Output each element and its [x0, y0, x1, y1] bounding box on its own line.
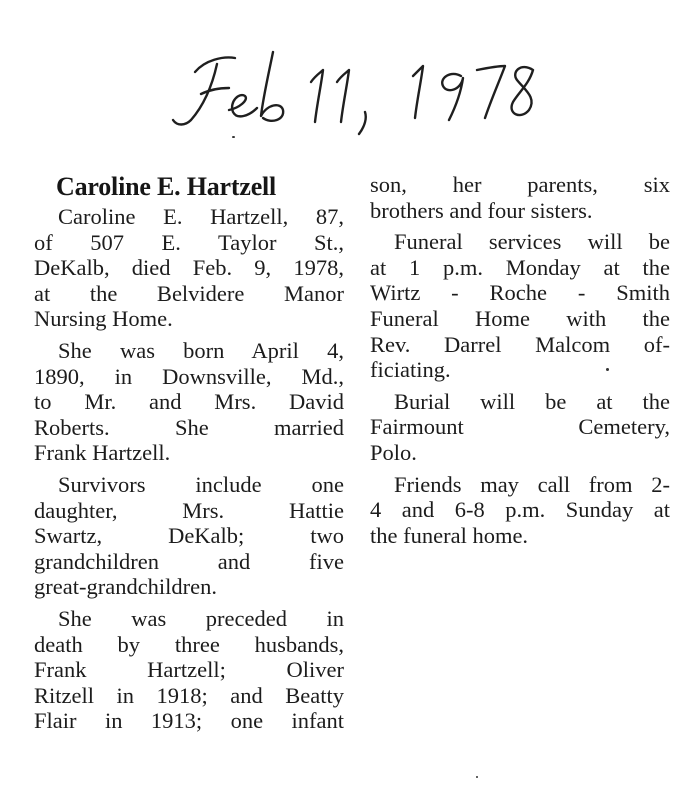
obituary-headline: Caroline E. Hartzell [56, 172, 277, 201]
text-line: She was born April 4, [58, 337, 344, 363]
handwritten-date-ink [165, 42, 545, 142]
text-line: grandchildren and five [34, 548, 344, 574]
right-column [370, 172, 670, 554]
text-line: Frank Hartzell. [34, 440, 171, 466]
text-line: Caroline E. Hartzell, 87, [58, 204, 344, 229]
print-speck [232, 136, 235, 138]
text-line: ficiating. [370, 357, 451, 383]
text-line: of 507 E. Taylor St., [34, 229, 344, 255]
text-line: Rev. Darrel Malcom of- [370, 331, 670, 357]
text-line: at the Belvidere Manor [34, 280, 344, 306]
text-line: She was preceded in [58, 605, 344, 631]
print-speck [606, 368, 609, 371]
text-line: 1890, in Downsville, Md., [34, 363, 344, 389]
text-line: daughter, Mrs. Hattie [34, 497, 344, 523]
text-line: Burial will be at the [394, 388, 670, 414]
print-speck [476, 776, 478, 778]
paragraph-intro [34, 204, 344, 332]
text-line: the funeral home. [370, 522, 529, 548]
text-line: great-grandchildren. [34, 574, 218, 600]
paragraph-continued [370, 172, 670, 223]
text-line: Flair in 1913; one infant [34, 708, 344, 734]
text-line: Fairmount Cemetery, [370, 414, 670, 440]
text-line: Polo. [370, 439, 417, 465]
text-line: Swartz, DeKalb; two [34, 523, 344, 549]
handwritten-date [165, 42, 545, 142]
text-line: at 1 p.m. Monday at the [370, 254, 670, 280]
paragraph-burial [370, 389, 670, 466]
text-line: Funeral services will be [394, 229, 670, 255]
text-line: Wirtz - Roche - Smith [370, 280, 670, 306]
text-line: DeKalb, died Feb. 9, 1978, [34, 255, 344, 281]
paragraph-preceded [34, 606, 344, 734]
text-line: 4 and 6-8 p.m. Sunday at [370, 497, 670, 523]
paragraph-birth [34, 338, 344, 466]
text-line: Nursing Home. [34, 306, 173, 332]
text-line: Friends may call from 2- [394, 471, 670, 497]
text-line: Survivors include one [58, 471, 344, 497]
text-line: Roberts. She married [34, 414, 344, 440]
text-line: Ritzell in 1918; and Beatty [34, 682, 344, 708]
paragraph-survivors [34, 472, 344, 600]
text-line: to Mr. and Mrs. David [34, 389, 344, 415]
paragraph-visitation [370, 472, 670, 549]
text-line: death by three husbands, [34, 631, 344, 657]
text-line: Funeral Home with the [370, 305, 670, 331]
text-line: brothers and four sisters. [370, 197, 593, 223]
paragraph-services [370, 229, 670, 383]
text-line: Frank Hartzell; Oliver [34, 657, 344, 683]
text-line: son, her parents, six [370, 172, 670, 197]
left-column [34, 204, 344, 740]
